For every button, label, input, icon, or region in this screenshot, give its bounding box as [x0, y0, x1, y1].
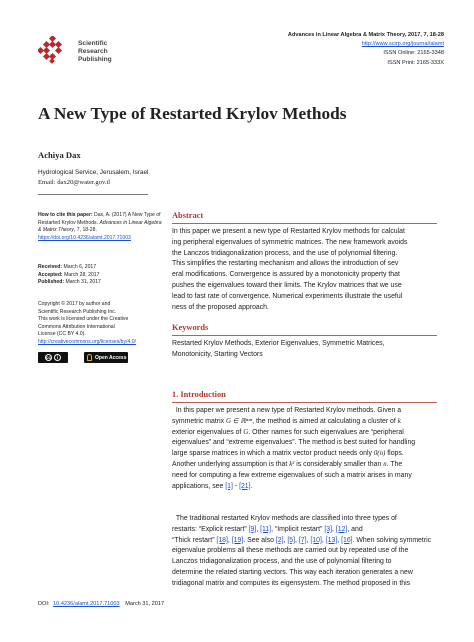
cite-volume: , 7, 18-28. [73, 227, 97, 234]
abstract-line-8: ness of the proposed approach. [172, 303, 269, 311]
abstract-line-5: eral modifications. Convergence is assured by a monotonicity property that [172, 271, 400, 279]
article-title: A New Type of Restarted Krylov Methods [38, 104, 347, 123]
publisher-logo-icon [38, 36, 66, 64]
cc-by-badge[interactable] [38, 352, 68, 363]
accepted-date: March 28, 2017 [64, 271, 100, 278]
license-link[interactable]: http://creativecommons.org/licenses/by/4.0/ [38, 338, 136, 345]
copyright-line-2: Scientific Research Publishing Inc. [38, 308, 117, 315]
journal-info [288, 31, 444, 68]
intro-p1-line-6a: Another underlying assumption is that [172, 460, 288, 468]
ref-16-link[interactable]: [16] [341, 536, 353, 544]
keywords-heading: Keywords [172, 323, 209, 332]
dates-block [38, 264, 166, 287]
ref-3-link[interactable]: [3] [324, 525, 332, 533]
footer-doi-link[interactable]: 10.4236/alamt.2017.71003 [53, 601, 120, 607]
affiliation-text: Hydrological Service, Jerusalem, Israel [38, 169, 149, 176]
abstract-divider [172, 223, 437, 224]
math-order-n: 0(n) [373, 450, 386, 458]
intro-p1-line-5a: large sparse matrices in which a matrix vector product needs only [172, 450, 372, 458]
cite-text: Dax, A. (2017) A New Type of Restarted Krylov Methods. [38, 212, 161, 226]
published-label: Published: [38, 279, 65, 286]
footer-doi-label: DOI: [38, 601, 50, 607]
ref-19-link[interactable]: [19] [231, 536, 244, 544]
cite-doi-link[interactable]: https://doi.org/10.4236/alamt.2017.71003 [38, 234, 131, 241]
attribution-icon: i [54, 354, 61, 361]
intro-p2-line-2c: , and [347, 525, 363, 533]
abstract-line-7: lead to fast rate of convergence. Numerical experiments illustrate the useful [172, 292, 403, 300]
publisher-line-3: Publishing [78, 56, 112, 64]
intro-p2-line-2a: restarts: “Explicit restart” [172, 525, 247, 533]
ref-12-link[interactable]: [12] [335, 525, 348, 533]
intro-p2-line-4: eigenvalue problems all these methods are carried out by repeated use of the [172, 547, 409, 555]
abstract-line-4: This simplifies the restarting mechanism and allows the introduction of sev [172, 260, 399, 268]
keywords-body [172, 339, 437, 361]
author-affiliation [38, 168, 148, 188]
intro-p1-line-6c: . The [386, 460, 403, 468]
ref-7-link[interactable]: [7] [298, 536, 307, 544]
ref-2-link[interactable]: [2] [275, 536, 284, 544]
intro-p2-line-2b: , “Implicit restart” [271, 525, 323, 533]
copyright-block [38, 301, 166, 347]
open-access-label: Open Access [95, 354, 127, 361]
abstract-heading: Abstract [172, 211, 204, 220]
email-label: Email: [38, 179, 56, 186]
intro-p1-line-4: eigenvalues” and “extreme eigenvalues”. The method is best suited for handling [172, 439, 416, 447]
published-date: March 31, 2017 [65, 279, 101, 286]
intro-p1-line-8: applications, see [172, 482, 224, 490]
math-k: k [397, 417, 401, 425]
cite-journal: Advances in Linear Algebra & Matrix Theory [38, 219, 162, 234]
matrix-expression: G ∈ ℝⁿˣⁿ [225, 417, 253, 425]
keywords-line-2: Monotonicity, Starting Vectors [172, 350, 263, 358]
accepted-label: Accepted: [38, 271, 63, 278]
intro-p1-line-5b: flops. [387, 450, 404, 458]
journal-url-link[interactable]: http://www.scirp.org/journal/alamt [361, 41, 444, 48]
footer [38, 601, 164, 607]
intro-p1-line-7: need for computing a few extreme eigenvalues of such a matrix arises in many [172, 471, 412, 479]
ref-13-link[interactable]: [13] [325, 536, 338, 544]
abstract-body [172, 227, 437, 313]
abstract-line-3: the Lanczos tridiagonalization process, and the use of polynomial filtering. [172, 249, 398, 257]
cc-icon: cc [46, 355, 52, 360]
received-label: Received: [38, 264, 63, 270]
ref-10-link[interactable]: [10] [310, 536, 322, 544]
intro-p2-line-3c: . When solving symmetric [352, 536, 432, 544]
abstract-line-1: In this paper we present a new type of Restarted Krylov methods for calculat [172, 228, 405, 235]
introduction-paragraph-1: In this paper we present a new type of Restarted Krylov methods. Given a symmetric matrix G ∈ ℝⁿˣⁿ, the method is aimed at calculating a cluster of k exterior eigenvalues of G. Other names for such eigenvalues are “peripheral eigenvalues” and “extreme eigenvalues”. The method is best suited for handling large sparse matrices in which a matrix vector product needs only 0(n) flops. Another underlying assumption is that k² is considerably smaller than n. The need for computing a few extreme eigenvalues of such a matrix arises in many applications, see [1] - [21]. [172, 406, 437, 492]
copyright-line-4: Commons Attribution International [38, 323, 115, 330]
received-date: March 6, 2017 [63, 264, 97, 270]
introduction-divider [172, 402, 437, 403]
abstract-line-2: ing peripheral eigenvalues of symmetric matrices. The new framework avoids [172, 238, 408, 246]
open-access-badge[interactable] [84, 352, 128, 363]
intro-p2-line-3b: . See also [243, 536, 274, 544]
ref-5-link[interactable]: [5] [287, 536, 296, 544]
open-lock-icon [87, 354, 92, 361]
intro-p2-line-1: The traditional restarted Krylov methods are classified into three types of [175, 515, 397, 522]
intro-p1-line-1: In this paper we present a new type of Restarted Krylov methods. Given a [175, 407, 402, 414]
cite-label: How to cite this paper: [38, 212, 93, 218]
footer-date: March 31, 2017 [125, 601, 165, 607]
publisher-line-2: Research [78, 48, 108, 56]
copyright-line-5: License (CC BY 4.0). [38, 331, 86, 338]
intro-p2-line-7: tridiagonal matrix and computes its eigensystem. The method proposed in this [172, 579, 411, 587]
ref-1-link[interactable]: [1] [225, 482, 233, 490]
keywords-line-1: Restarted Krylov Methods, Exterior Eigenvalues, Symmetric Matrices, [172, 340, 385, 347]
copyright-line-3: This work is licensed under the Creative [38, 316, 129, 323]
publisher-line-1: Scientific [78, 40, 108, 47]
introduction-heading: 1. Introduction [172, 390, 226, 399]
issn-print: ISSN Print: 2165-333X [387, 59, 444, 66]
intro-p1-line-3a: exterior eigenvalues of [172, 428, 242, 436]
keywords-divider [172, 335, 437, 336]
issn-online: ISSN Online: 2165-3348 [383, 50, 444, 57]
intro-p1-line-6b: is considerably smaller than [296, 460, 382, 468]
intro-p1-line-2b: , the method is aimed at calculating a cluster of [252, 417, 396, 425]
math-G: G [243, 428, 249, 436]
intro-p2-line-6: determine the related starting vectors. This way each iteration generates a new [172, 568, 413, 576]
ref-9-link[interactable]: [9] [248, 525, 257, 533]
ref-11-link[interactable]: [11] [260, 525, 272, 533]
math-k-squared: k² [289, 460, 295, 468]
intro-p1-line-2a: symmetric matrix [172, 417, 225, 425]
introduction-paragraph-2: The traditional restarted Krylov methods are classified into three types of restarts: “Explicit restart” [9], [11], “Implicit restart” [3], [12], and “Thick restart” [18], [19]. See also [2], [5], [7], [10], [13], [16]. When solving symmetric eigenvalue problems all these methods are carried out by repeated use of the Lanczos tridiagonalization process, and the use of polynomial filtering to determine the related starting vectors. This way each iteration generates a new tridiagonal matrix and computes its eigensystem. The method proposed in this [172, 514, 437, 590]
ref-18-link[interactable]: [18] [216, 536, 228, 544]
ref-21-link[interactable]: [21] [239, 482, 251, 490]
publisher-name [78, 40, 112, 65]
intro-p1-line-3b: . Other names for such eigenvalues are “peripheral [248, 428, 404, 436]
abstract-line-6: pushes the eigenvalues toward their limits. The Krylov matrices that we use [172, 281, 402, 289]
citation-block [38, 212, 166, 242]
author-email: dax20@water.gov.il [57, 179, 111, 186]
intro-p2-line-5: Lanczos tridiagonalization process, and the use of polynomial filtering to [172, 558, 392, 566]
header-divider [38, 194, 148, 195]
math-n: n [383, 460, 387, 468]
copyright-line-1: Copyright © 2017 by author and [38, 301, 111, 307]
intro-p2-line-3a: “Thick restart” [172, 536, 215, 544]
journal-title: Advances in Linear Algebra & Matrix Theory, 2017, 7, 18-28 [287, 32, 444, 38]
author-name: Achiya Dax [38, 150, 81, 160]
